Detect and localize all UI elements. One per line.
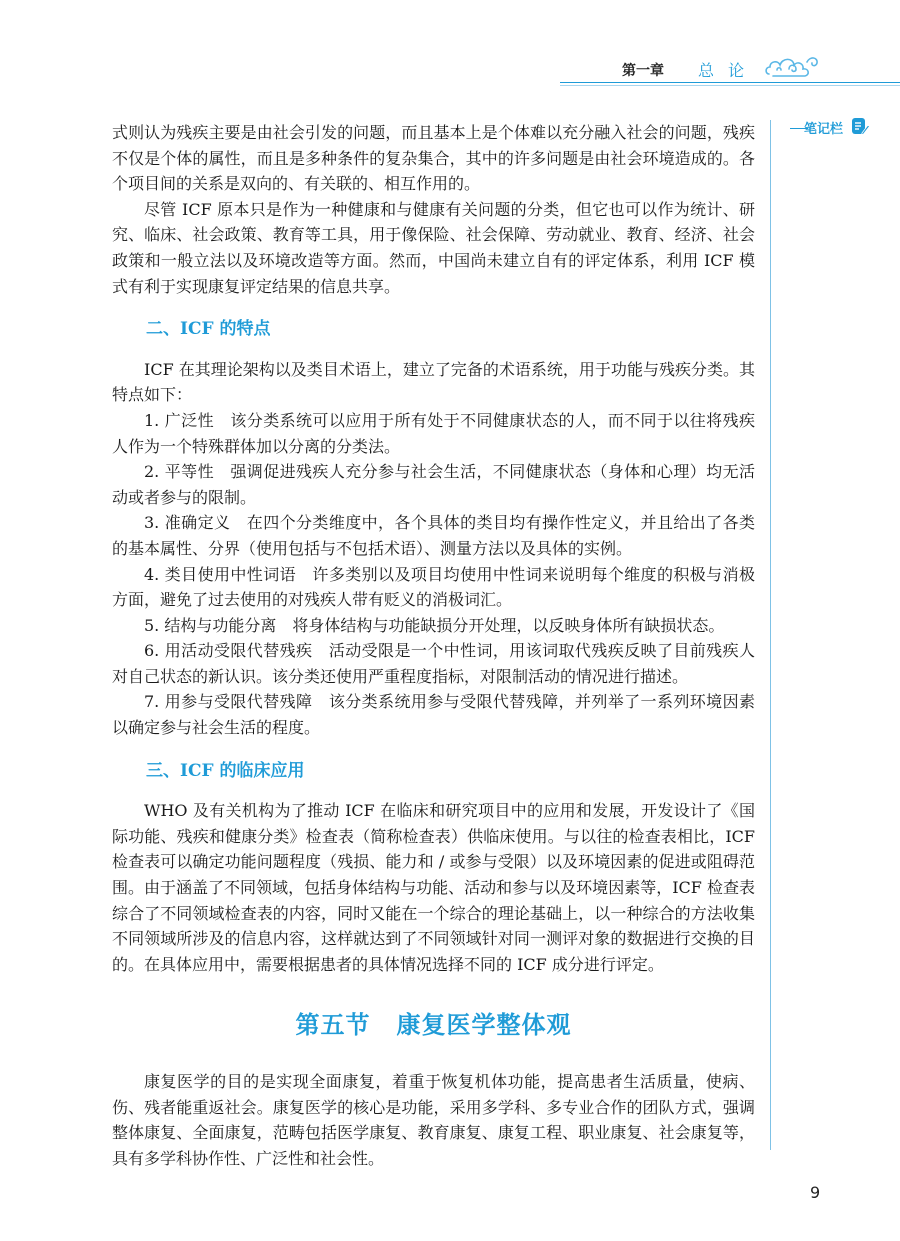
paragraph-icf-usage: 尽管 ICF 原本只是作为一种健康和与健康有关问题的分类，但它也可以作为统计、研究、临床、社会政策、教育等工具，用于像保险、社会保障、劳动就业、教育、经济、社会政策和一般立法以及环境改造等方面。然而，中国尚未建立自有的评定体系，利用 ICF 模式有利于实现康复评定结果的信息共享。 xyxy=(112,199,755,296)
notepad-pen-icon xyxy=(850,116,870,140)
notes-column-divider xyxy=(770,120,771,1150)
paragraph-continued: 式则认为残疾主要是由社会引发的问题，而且基本上是个体难以充分融入社会的问题，残疾不仅是个体的属性，而且是多种条件的复杂集合，其中的许多问题是由社会环境造成的。各个项目间的关系是双向的、有关联的、相互作用的。 xyxy=(112,123,755,194)
feature-item-7: 7. 用参与受限代替残障 该分类系统用参与受限代替残障，并列举了一系列环境因素以确定参与社会生活的程度。 xyxy=(112,692,755,738)
chapter-label: 第一章 xyxy=(622,63,664,79)
heading-icf-clinical: 三、ICF 的临床应用 xyxy=(146,760,305,781)
header-rule-secondary xyxy=(560,85,900,86)
paragraph-clinical-application: WHO 及有关机构为了推动 ICF 在临床和研究项目中的应用和发展，开发设计了《国际功能、残疾和健康分类》检查表（简称检查表）供临床使用。与以往的检查表相比，ICF 检查表可以确定功能问题程度（残损、能力和 / 或参与受限）以及环境因素的促进或阻碍范围。由于涵盖了不同领域，包括身体结构与功能、活动和参与以及环境因素等，ICF 检查表综合了不同领域检查表的内容，同时又能在一个综合的理论基础上，以一种综合的方法收集不同领域所涉及的信息内容，这样就达到了不同领域针对同一测评对象的数据进行交换的目的。在具体应用中，需要根据患者的具体情况选择不同的 ICF 成分进行评定。 xyxy=(112,801,755,974)
paragraph-features-intro: ICF 在其理论架构以及类目术语上，建立了完备的术语系统，用于功能与残疾分类。其特点如下： xyxy=(112,359,755,405)
section-heading xyxy=(112,1013,755,1039)
notes-label: 笔记栏 xyxy=(804,122,844,137)
running-header xyxy=(560,54,900,94)
page-number: 9 xyxy=(810,1183,821,1202)
notes-column-header xyxy=(790,114,900,140)
chapter-title: 总论 xyxy=(698,61,759,80)
cloud-ornament-icon xyxy=(763,48,821,86)
section-title: 康复医学整体观 xyxy=(396,1011,572,1040)
feature-item-3: 3. 准确定义 在四个分类维度中，各个具体的类目均有操作性定义，并且给出了各类的基本属性、分界（使用包括与不包括术语）、测量方法以及具体的实例。 xyxy=(112,513,755,558)
feature-item-2: 2. 平等性 强调促进残疾人充分参与社会生活，不同健康状态（身体和心理）均无活动或者参与的限制。 xyxy=(112,462,755,507)
feature-item-6: 6. 用活动受限代替残疾 活动受限是一个中性词，用该词取代残疾反映了目前残疾人对自己状态的新认识。该分类还使用严重程度指标，对限制活动的情况进行描述。 xyxy=(112,641,755,686)
header-rule xyxy=(560,82,900,83)
section-number: 第五节 xyxy=(295,1011,371,1040)
heading-icf-features: 二、ICF 的特点 xyxy=(146,319,271,340)
page-body xyxy=(112,120,755,1171)
feature-item-5: 5. 结构与功能分离 将身体结构与功能缺损分开处理，以反映身体所有缺损状态。 xyxy=(144,615,725,635)
paragraph-holistic-view: 康复医学的目的是实现全面康复，着重于恢复机体功能，提高患者生活质量，使病、伤、残者能重返社会。康复医学的核心是功能，采用多学科、多专业合作的团队方式，强调整体康复、全面康复，范畴包括医学康复、教育康复、康复工程、职业康复、社会康复等，具有多学科协作性、广泛性和社会性。 xyxy=(112,1072,755,1168)
feature-item-4: 4. 类目使用中性词语 许多类别以及项目均使用中性词来说明每个维度的积极与消极方面，避免了过去使用的对残疾人带有贬义的消极词汇。 xyxy=(112,564,755,610)
feature-item-1: 1. 广泛性 该分类系统可以应用于所有处于不同健康状态的人，而不同于以往将残疾人作为一个特殊群体加以分离的分类法。 xyxy=(112,410,755,456)
